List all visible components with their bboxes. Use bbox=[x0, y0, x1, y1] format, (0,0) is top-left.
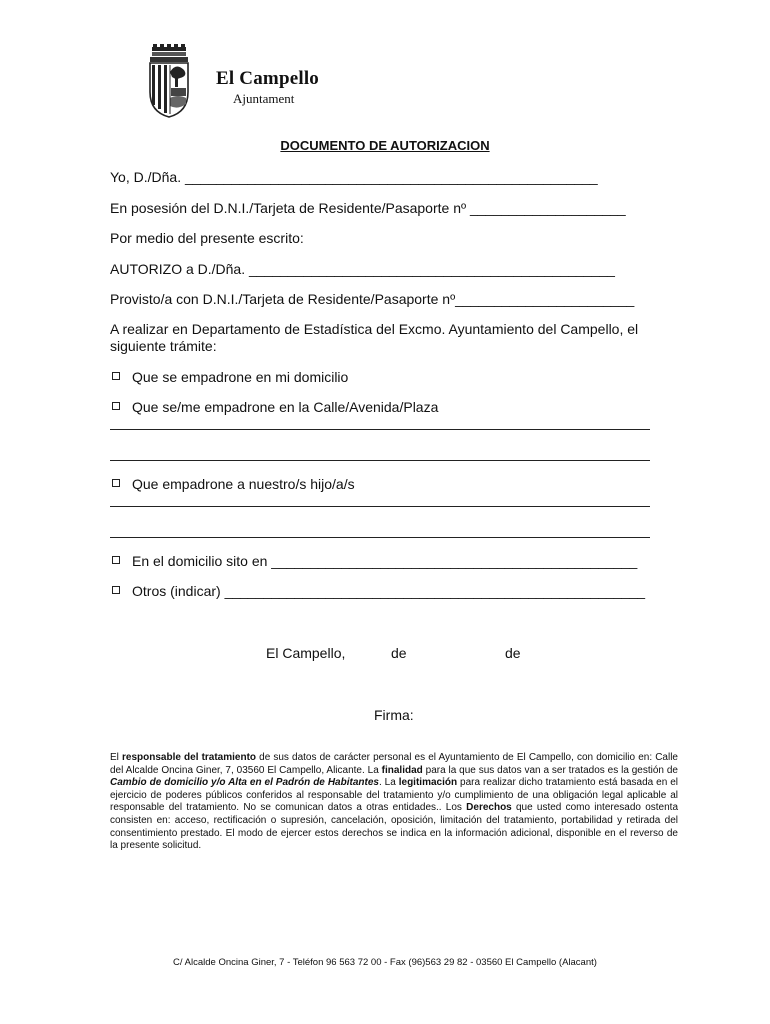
data-protection-notice: El responsable del tratamiento de sus datos de carácter personal es el Ayuntamiento de El Campello, con domicilio en: Calle del Alcalde Oncina Giner, 7, 03560 El Campello, Alicante. La finalidad para la que sus datos van a ser tratados es la gestión de Cambio de domicilio y/o Alta en el Padrón de Habitantes. La legitimación para realizar dicho tratamiento está basada en el ejercicio de poderes públicos conferidos al responsable del tratamiento y/o cumplimiento de una obligación legal aplicable al responsable del tratamiento. No se comunican datos a otras entidades.. Los Derechos que usted como interesado ostenta consisten en: acceso, rectificación o supresión, cancelación, oposición, limitación del tratamiento, portabilidad y retirada del consentimiento prestado. El modo de ejercer estos derechos se indica en la información adicional, disponible en el reverso de la presente solicitud. bbox=[110, 752, 678, 852]
option-hijos[interactable] bbox=[110, 476, 355, 493]
option-label: En el domicilio sito en _______________________________________________ bbox=[132, 553, 638, 569]
option-label: Que empadrone a nuestro/s hijo/a/s bbox=[132, 476, 355, 492]
option-label: Otros (indicar) ______________________________________________________ bbox=[132, 583, 646, 599]
footer-address: C/ Alcalde Oncina Giner, 7 - Teléfon 96 563 72 00 - Fax (96)563 29 82 - 03560 El Campello (Alacant) bbox=[173, 957, 597, 968]
text-realizar: A realizar en Departamento de Estadística del Excmo. Ayuntamiento del Campello, el siguiente trámite: bbox=[110, 321, 639, 354]
checkbox-icon[interactable] bbox=[112, 402, 120, 410]
option-domicilio-sito[interactable] bbox=[110, 553, 637, 570]
date-de-2: de bbox=[505, 645, 521, 661]
option-label: Que se empadrone en mi domicilio bbox=[132, 369, 349, 385]
brand-subtitle: Ajuntament bbox=[233, 91, 295, 106]
date-place: El Campello, bbox=[266, 645, 346, 661]
option-calle[interactable] bbox=[110, 399, 438, 416]
blank-line[interactable] bbox=[110, 460, 650, 461]
option-domicilio[interactable] bbox=[110, 369, 348, 386]
field-id-number[interactable]: En posesión del D.N.I./Tarjeta de Residente/Pasaporte nº ____________________ bbox=[110, 200, 626, 216]
signature-label: Firma: bbox=[374, 707, 414, 723]
document-title: DOCUMENTO DE AUTORIZACION bbox=[280, 138, 490, 153]
blank-line[interactable] bbox=[110, 429, 650, 430]
checkbox-icon[interactable] bbox=[112, 586, 120, 594]
field-provisto-id[interactable]: Provisto/a con D.N.I./Tarjeta de Residente/Pasaporte nº_______________________ bbox=[110, 291, 635, 307]
option-otros[interactable] bbox=[110, 583, 645, 600]
blank-line[interactable] bbox=[110, 506, 650, 507]
date-de-1: de bbox=[391, 645, 407, 661]
blank-line[interactable] bbox=[110, 537, 650, 538]
field-yo[interactable]: Yo, D./Dña. _____________________________________________________ bbox=[110, 169, 598, 185]
brand bbox=[216, 68, 319, 107]
option-label: Que se/me empadrone en la Calle/Avenida/Plaza bbox=[132, 399, 439, 415]
checkbox-icon[interactable] bbox=[112, 372, 120, 380]
checkbox-icon[interactable] bbox=[112, 556, 120, 564]
brand-name: El Campello bbox=[216, 68, 320, 89]
text-por-medio: Por medio del presente escrito: bbox=[110, 230, 304, 246]
coat-of-arms-logo bbox=[146, 44, 192, 118]
checkbox-icon[interactable] bbox=[112, 479, 120, 487]
field-autorizo[interactable]: AUTORIZO a D./Dña. _______________________________________________ bbox=[110, 261, 615, 277]
